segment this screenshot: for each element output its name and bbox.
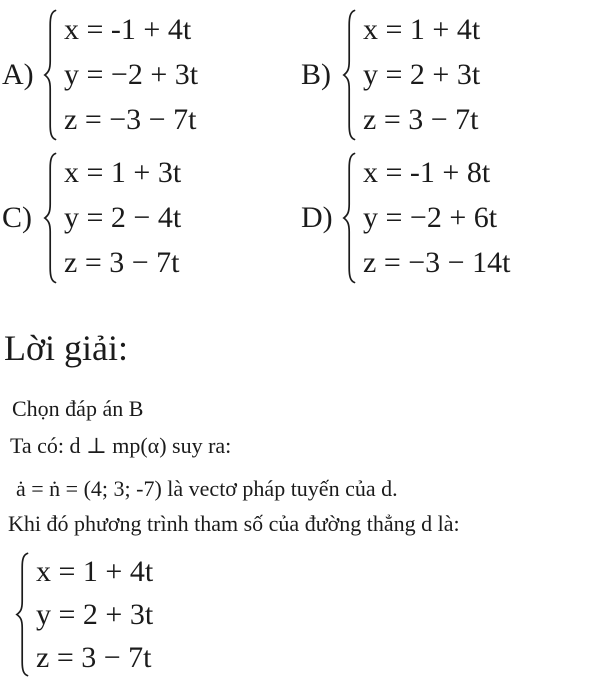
equation-line: z = 3 − 7t [36, 641, 152, 674]
final-parametric-system [14, 550, 153, 678]
option-a-system [64, 7, 198, 142]
option-a-label: A) [2, 57, 34, 91]
option-d-system [363, 150, 510, 285]
option-a [2, 7, 198, 142]
option-b-system [363, 7, 480, 142]
left-brace-icon [42, 151, 58, 285]
solution-heading: Lời giải: [4, 328, 129, 368]
equation-line: y = −2 + 6t [363, 201, 498, 234]
equation-line: y = 2 + 3t [363, 58, 481, 91]
solution-conclusion-line: Khi đó phương trình tham số của đường thẳng d là: [8, 511, 460, 536]
equation-line: x = 1 + 3t [64, 156, 182, 189]
left-brace-icon [42, 8, 58, 142]
option-d-label: D) [301, 200, 333, 234]
option-b-label: B) [301, 57, 331, 91]
solution-choice-line: Chọn đáp án B [12, 396, 144, 421]
equation-line: z = −3 − 14t [363, 246, 511, 279]
equation-line: y = −2 + 3t [64, 58, 199, 91]
option-c-system [64, 150, 181, 285]
equation-line: y = 2 − 4t [64, 201, 182, 234]
final-system-equations [36, 550, 153, 678]
option-b [301, 7, 480, 142]
solution-given-line: Ta có: d ⊥ mp(α) suy ra: [10, 433, 232, 458]
solution-vector-line: ȧ = ṅ = (4; 3; -7) là vectơ pháp tuyến của d. [16, 476, 398, 501]
left-brace-icon [341, 151, 357, 285]
left-brace-icon [341, 8, 357, 142]
equation-line: y = 2 + 3t [36, 598, 154, 631]
equation-line: x = -1 + 8t [363, 156, 491, 189]
equation-line: z = 3 − 7t [64, 246, 180, 279]
equation-line: x = 1 + 4t [36, 555, 154, 588]
left-brace-icon [14, 551, 30, 678]
option-d [301, 150, 510, 285]
option-c [2, 150, 181, 285]
equation-line: x = 1 + 4t [363, 13, 481, 46]
equation-line: x = -1 + 4t [64, 13, 192, 46]
equation-line: z = −3 − 7t [64, 103, 197, 136]
option-c-label: C) [2, 200, 32, 234]
equation-line: z = 3 − 7t [363, 103, 479, 136]
